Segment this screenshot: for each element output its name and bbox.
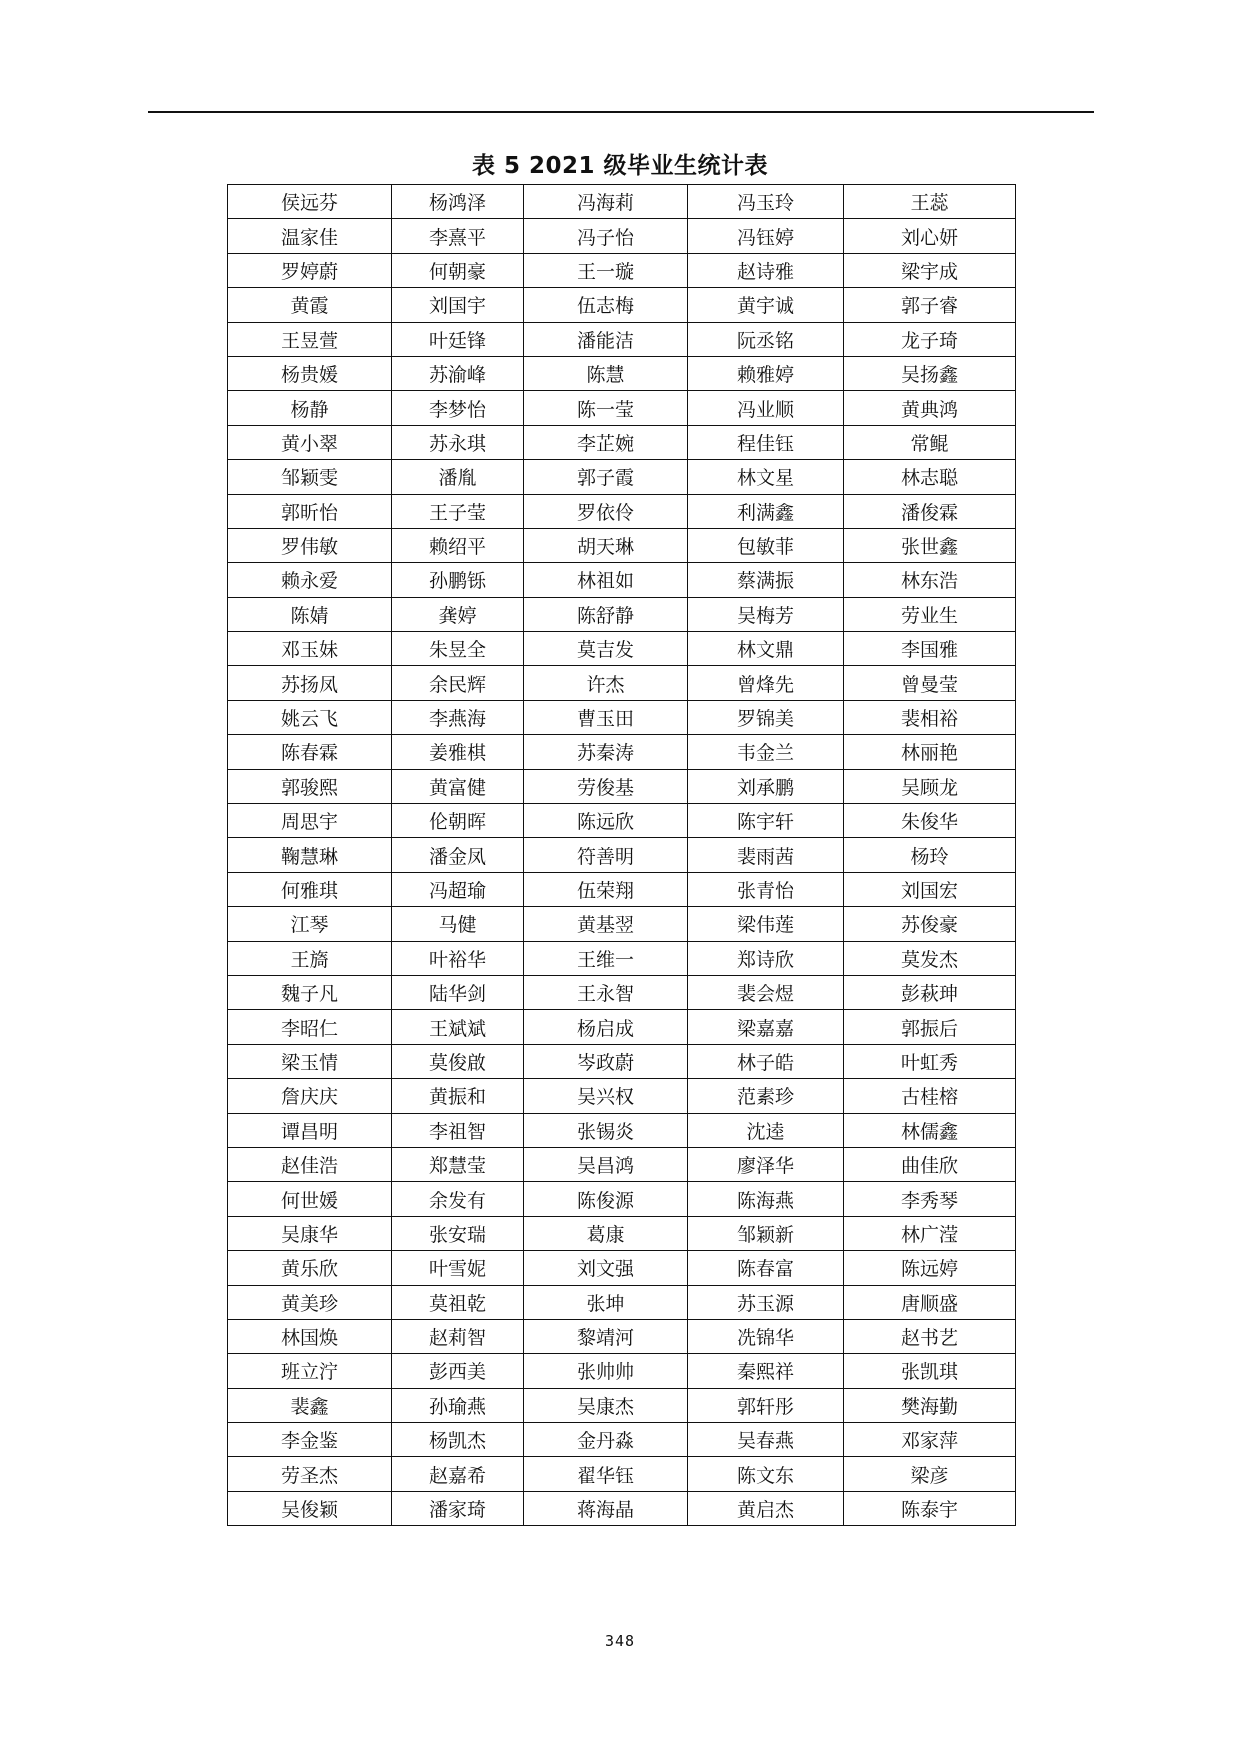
table-row bbox=[228, 391, 1016, 425]
table-row bbox=[228, 804, 1016, 838]
name-cell: 谭昌明 bbox=[228, 1113, 392, 1147]
table-row bbox=[228, 425, 1016, 459]
table-row bbox=[228, 838, 1016, 872]
name-cell: 莫俊啟 bbox=[392, 1044, 524, 1078]
name-cell: 裴相裕 bbox=[844, 700, 1016, 734]
name-cell: 王永智 bbox=[524, 975, 688, 1009]
name-cell: 陈海燕 bbox=[688, 1182, 844, 1216]
name-cell: 刘国宏 bbox=[844, 872, 1016, 906]
name-cell: 符善明 bbox=[524, 838, 688, 872]
name-cell: 郑诗欣 bbox=[688, 941, 844, 975]
name-cell: 梁嘉嘉 bbox=[688, 1010, 844, 1044]
name-cell: 江琴 bbox=[228, 907, 392, 941]
name-cell: 蔡满振 bbox=[688, 563, 844, 597]
table-row bbox=[228, 528, 1016, 562]
name-cell: 陈远欣 bbox=[524, 804, 688, 838]
name-cell: 苏秦涛 bbox=[524, 735, 688, 769]
table-row bbox=[228, 1216, 1016, 1250]
table-row bbox=[228, 1491, 1016, 1525]
name-cell: 曲佳欣 bbox=[844, 1147, 1016, 1181]
name-cell: 黎靖河 bbox=[524, 1319, 688, 1353]
name-cell: 彭西美 bbox=[392, 1354, 524, 1388]
name-cell: 李燕海 bbox=[392, 700, 524, 734]
name-cell: 常鲲 bbox=[844, 425, 1016, 459]
name-cell: 赖永爱 bbox=[228, 563, 392, 597]
name-cell: 郭昕怡 bbox=[228, 494, 392, 528]
roster-body bbox=[228, 185, 1016, 1526]
name-cell: 林国焕 bbox=[228, 1319, 392, 1353]
name-cell: 罗锦美 bbox=[688, 700, 844, 734]
name-cell: 郑慧莹 bbox=[392, 1147, 524, 1181]
name-cell: 赵嘉希 bbox=[392, 1457, 524, 1491]
name-cell: 许杰 bbox=[524, 666, 688, 700]
name-cell: 黄乐欣 bbox=[228, 1251, 392, 1285]
table-row bbox=[228, 219, 1016, 253]
table-title: 表 5 2021 级毕业生统计表 bbox=[471, 153, 769, 179]
name-cell: 刘心妍 bbox=[844, 219, 1016, 253]
name-cell: 岑政蔚 bbox=[524, 1044, 688, 1078]
name-cell: 侯远芬 bbox=[228, 185, 392, 219]
name-cell: 梁伟莲 bbox=[688, 907, 844, 941]
name-cell: 杨凯杰 bbox=[392, 1423, 524, 1457]
table-row bbox=[228, 769, 1016, 803]
name-cell: 杨鸿泽 bbox=[392, 185, 524, 219]
name-cell: 郭振后 bbox=[844, 1010, 1016, 1044]
name-cell: 吴俊颖 bbox=[228, 1491, 392, 1525]
name-cell: 曾烽先 bbox=[688, 666, 844, 700]
name-cell: 林东浩 bbox=[844, 563, 1016, 597]
name-cell: 梁彦 bbox=[844, 1457, 1016, 1491]
name-cell: 王蕊 bbox=[844, 185, 1016, 219]
name-cell: 罗婷蔚 bbox=[228, 253, 392, 287]
name-cell: 樊海勤 bbox=[844, 1388, 1016, 1422]
name-cell: 何雅琪 bbox=[228, 872, 392, 906]
name-cell: 裴雨茜 bbox=[688, 838, 844, 872]
table-row bbox=[228, 185, 1016, 219]
name-cell: 李芷婉 bbox=[524, 425, 688, 459]
table-row bbox=[228, 735, 1016, 769]
table-row bbox=[228, 872, 1016, 906]
name-cell: 张世鑫 bbox=[844, 528, 1016, 562]
name-cell: 郭轩彤 bbox=[688, 1388, 844, 1422]
name-cell: 李熹平 bbox=[392, 219, 524, 253]
name-cell: 秦熙祥 bbox=[688, 1354, 844, 1388]
table-row bbox=[228, 1285, 1016, 1319]
name-cell: 陈文东 bbox=[688, 1457, 844, 1491]
name-cell: 赵佳浩 bbox=[228, 1147, 392, 1181]
name-cell: 杨静 bbox=[228, 391, 392, 425]
name-cell: 裴鑫 bbox=[228, 1388, 392, 1422]
name-cell: 杨启成 bbox=[524, 1010, 688, 1044]
name-cell: 裴会煜 bbox=[688, 975, 844, 1009]
name-cell: 黄小翠 bbox=[228, 425, 392, 459]
table-row bbox=[228, 494, 1016, 528]
table-row bbox=[228, 941, 1016, 975]
table-row bbox=[228, 666, 1016, 700]
name-cell: 魏子凡 bbox=[228, 975, 392, 1009]
header-rule bbox=[148, 111, 1094, 113]
name-cell: 陈舒静 bbox=[524, 597, 688, 631]
name-cell: 黄启杰 bbox=[688, 1491, 844, 1525]
name-cell: 王昱萱 bbox=[228, 322, 392, 356]
name-cell: 冯玉玲 bbox=[688, 185, 844, 219]
name-cell: 黄基翌 bbox=[524, 907, 688, 941]
name-cell: 梁玉情 bbox=[228, 1044, 392, 1078]
name-cell: 范素珍 bbox=[688, 1079, 844, 1113]
name-cell: 郭骏熙 bbox=[228, 769, 392, 803]
name-cell: 何朝豪 bbox=[392, 253, 524, 287]
name-cell: 苏俊豪 bbox=[844, 907, 1016, 941]
name-cell: 冯钰婷 bbox=[688, 219, 844, 253]
name-cell: 韦金兰 bbox=[688, 735, 844, 769]
name-cell: 曾曼莹 bbox=[844, 666, 1016, 700]
name-cell: 林广滢 bbox=[844, 1216, 1016, 1250]
name-cell: 张坤 bbox=[524, 1285, 688, 1319]
name-cell: 黄典鸿 bbox=[844, 391, 1016, 425]
name-cell: 吴春燕 bbox=[688, 1423, 844, 1457]
name-cell: 张青怡 bbox=[688, 872, 844, 906]
name-cell: 张安瑞 bbox=[392, 1216, 524, 1250]
name-cell: 周思宇 bbox=[228, 804, 392, 838]
table-row bbox=[228, 1113, 1016, 1147]
table-row bbox=[228, 975, 1016, 1009]
table-row bbox=[228, 1354, 1016, 1388]
name-cell: 温家佳 bbox=[228, 219, 392, 253]
name-cell: 梁宇成 bbox=[844, 253, 1016, 287]
name-cell: 程佳钰 bbox=[688, 425, 844, 459]
name-cell: 邹颖雯 bbox=[228, 460, 392, 494]
name-cell: 陈俊源 bbox=[524, 1182, 688, 1216]
name-cell: 张帅帅 bbox=[524, 1354, 688, 1388]
name-cell: 潘家琦 bbox=[392, 1491, 524, 1525]
name-cell: 金丹淼 bbox=[524, 1423, 688, 1457]
name-cell: 余发有 bbox=[392, 1182, 524, 1216]
name-cell: 李梦怡 bbox=[392, 391, 524, 425]
name-cell: 劳俊基 bbox=[524, 769, 688, 803]
name-cell: 莫发杰 bbox=[844, 941, 1016, 975]
name-cell: 黄宇诚 bbox=[688, 288, 844, 322]
name-cell: 李祖智 bbox=[392, 1113, 524, 1147]
name-cell: 苏玉源 bbox=[688, 1285, 844, 1319]
name-cell: 叶裕华 bbox=[392, 941, 524, 975]
name-cell: 劳圣杰 bbox=[228, 1457, 392, 1491]
name-cell: 冯子怡 bbox=[524, 219, 688, 253]
page-number: 348 bbox=[604, 1632, 636, 1650]
name-cell: 杨贵媛 bbox=[228, 356, 392, 390]
name-cell: 胡天琳 bbox=[524, 528, 688, 562]
name-cell: 冯业顺 bbox=[688, 391, 844, 425]
name-cell: 陈远婷 bbox=[844, 1251, 1016, 1285]
name-cell: 杨玲 bbox=[844, 838, 1016, 872]
name-cell: 王斌斌 bbox=[392, 1010, 524, 1044]
name-cell: 唐顺盛 bbox=[844, 1285, 1016, 1319]
name-cell: 吴昌鸿 bbox=[524, 1147, 688, 1181]
table-row bbox=[228, 597, 1016, 631]
table-row bbox=[228, 700, 1016, 734]
table-row bbox=[228, 1079, 1016, 1113]
name-cell: 叶虹秀 bbox=[844, 1044, 1016, 1078]
name-cell: 林志聪 bbox=[844, 460, 1016, 494]
name-cell: 吴兴权 bbox=[524, 1079, 688, 1113]
name-cell: 黄霞 bbox=[228, 288, 392, 322]
name-cell: 王一璇 bbox=[524, 253, 688, 287]
name-cell: 郭子睿 bbox=[844, 288, 1016, 322]
name-cell: 伍志梅 bbox=[524, 288, 688, 322]
table-row bbox=[228, 563, 1016, 597]
table-row bbox=[228, 1044, 1016, 1078]
name-cell: 林丽艳 bbox=[844, 735, 1016, 769]
name-cell: 孙鹏铄 bbox=[392, 563, 524, 597]
name-cell: 包敏菲 bbox=[688, 528, 844, 562]
name-cell: 龙子琦 bbox=[844, 322, 1016, 356]
name-cell: 陈泰宇 bbox=[844, 1491, 1016, 1525]
name-cell: 苏渝峰 bbox=[392, 356, 524, 390]
name-cell: 冯海莉 bbox=[524, 185, 688, 219]
name-cell: 刘国宇 bbox=[392, 288, 524, 322]
name-cell: 詹庆庆 bbox=[228, 1079, 392, 1113]
name-cell: 何世媛 bbox=[228, 1182, 392, 1216]
name-cell: 王子莹 bbox=[392, 494, 524, 528]
name-cell: 潘俊霖 bbox=[844, 494, 1016, 528]
table-row bbox=[228, 1319, 1016, 1353]
name-cell: 曹玉田 bbox=[524, 700, 688, 734]
name-cell: 黄富健 bbox=[392, 769, 524, 803]
name-cell: 叶雪妮 bbox=[392, 1251, 524, 1285]
name-cell: 朱昱全 bbox=[392, 632, 524, 666]
name-cell: 邹颖新 bbox=[688, 1216, 844, 1250]
name-cell: 潘能洁 bbox=[524, 322, 688, 356]
name-cell: 朱俊华 bbox=[844, 804, 1016, 838]
name-cell: 赵诗雅 bbox=[688, 253, 844, 287]
name-cell: 陈春富 bbox=[688, 1251, 844, 1285]
name-cell: 张凯琪 bbox=[844, 1354, 1016, 1388]
name-cell: 劳业生 bbox=[844, 597, 1016, 631]
name-cell: 莫祖乾 bbox=[392, 1285, 524, 1319]
name-cell: 李昭仁 bbox=[228, 1010, 392, 1044]
name-cell: 冼锦华 bbox=[688, 1319, 844, 1353]
table-row bbox=[228, 1010, 1016, 1044]
name-cell: 姜雅棋 bbox=[392, 735, 524, 769]
name-cell: 鞠慧琳 bbox=[228, 838, 392, 872]
name-cell: 苏扬凤 bbox=[228, 666, 392, 700]
table-row bbox=[228, 1457, 1016, 1491]
name-cell: 龚婷 bbox=[392, 597, 524, 631]
name-cell: 李秀琴 bbox=[844, 1182, 1016, 1216]
name-cell: 吴扬鑫 bbox=[844, 356, 1016, 390]
name-cell: 郭子霞 bbox=[524, 460, 688, 494]
name-cell: 班立泞 bbox=[228, 1354, 392, 1388]
name-cell: 潘胤 bbox=[392, 460, 524, 494]
table-row bbox=[228, 632, 1016, 666]
name-cell: 王旖 bbox=[228, 941, 392, 975]
name-cell: 邓家萍 bbox=[844, 1423, 1016, 1457]
name-cell: 林儒鑫 bbox=[844, 1113, 1016, 1147]
name-cell: 李金鉴 bbox=[228, 1423, 392, 1457]
name-cell: 潘金凤 bbox=[392, 838, 524, 872]
name-cell: 罗依伶 bbox=[524, 494, 688, 528]
name-cell: 赵莉智 bbox=[392, 1319, 524, 1353]
name-cell: 林子皓 bbox=[688, 1044, 844, 1078]
name-cell: 翟华钰 bbox=[524, 1457, 688, 1491]
name-cell: 林文鼎 bbox=[688, 632, 844, 666]
name-cell: 赵书艺 bbox=[844, 1319, 1016, 1353]
name-cell: 吴康杰 bbox=[524, 1388, 688, 1422]
name-cell: 孙瑜燕 bbox=[392, 1388, 524, 1422]
name-cell: 古桂榕 bbox=[844, 1079, 1016, 1113]
name-cell: 陆华剑 bbox=[392, 975, 524, 1009]
name-cell: 陈一莹 bbox=[524, 391, 688, 425]
name-cell: 伍荣翔 bbox=[524, 872, 688, 906]
table-row bbox=[228, 460, 1016, 494]
name-cell: 叶廷锋 bbox=[392, 322, 524, 356]
table-row bbox=[228, 1423, 1016, 1457]
name-cell: 刘文强 bbox=[524, 1251, 688, 1285]
name-cell: 陈春霖 bbox=[228, 735, 392, 769]
name-cell: 马健 bbox=[392, 907, 524, 941]
name-cell: 陈婧 bbox=[228, 597, 392, 631]
name-cell: 王维一 bbox=[524, 941, 688, 975]
name-cell: 蒋海晶 bbox=[524, 1491, 688, 1525]
name-cell: 黄美珍 bbox=[228, 1285, 392, 1319]
table-row bbox=[228, 907, 1016, 941]
table-row bbox=[228, 322, 1016, 356]
name-cell: 吴康华 bbox=[228, 1216, 392, 1250]
name-cell: 沈逵 bbox=[688, 1113, 844, 1147]
name-cell: 刘承鹏 bbox=[688, 769, 844, 803]
name-cell: 伦朝晖 bbox=[392, 804, 524, 838]
table-row bbox=[228, 356, 1016, 390]
name-cell: 张锡炎 bbox=[524, 1113, 688, 1147]
name-cell: 廖泽华 bbox=[688, 1147, 844, 1181]
name-cell: 李国雅 bbox=[844, 632, 1016, 666]
name-cell: 莫吉发 bbox=[524, 632, 688, 666]
name-cell: 林祖如 bbox=[524, 563, 688, 597]
table-row bbox=[228, 288, 1016, 322]
name-cell: 吴梅芳 bbox=[688, 597, 844, 631]
table-row bbox=[228, 1388, 1016, 1422]
name-cell: 利满鑫 bbox=[688, 494, 844, 528]
name-cell: 邓玉妹 bbox=[228, 632, 392, 666]
name-cell: 葛康 bbox=[524, 1216, 688, 1250]
name-cell: 苏永琪 bbox=[392, 425, 524, 459]
name-cell: 阮丞铭 bbox=[688, 322, 844, 356]
name-cell: 吴顾龙 bbox=[844, 769, 1016, 803]
name-cell: 冯超瑜 bbox=[392, 872, 524, 906]
name-cell: 林文星 bbox=[688, 460, 844, 494]
table-row bbox=[228, 1182, 1016, 1216]
name-cell: 陈宇轩 bbox=[688, 804, 844, 838]
name-cell: 赖绍平 bbox=[392, 528, 524, 562]
name-cell: 姚云飞 bbox=[228, 700, 392, 734]
table-row bbox=[228, 1251, 1016, 1285]
name-cell: 陈慧 bbox=[524, 356, 688, 390]
table-row bbox=[228, 253, 1016, 287]
name-cell: 彭萩珅 bbox=[844, 975, 1016, 1009]
name-cell: 黄振和 bbox=[392, 1079, 524, 1113]
graduate-roster-table bbox=[227, 184, 1016, 1526]
name-cell: 赖雅婷 bbox=[688, 356, 844, 390]
name-cell: 余民辉 bbox=[392, 666, 524, 700]
table-row bbox=[228, 1147, 1016, 1181]
name-cell: 罗伟敏 bbox=[228, 528, 392, 562]
